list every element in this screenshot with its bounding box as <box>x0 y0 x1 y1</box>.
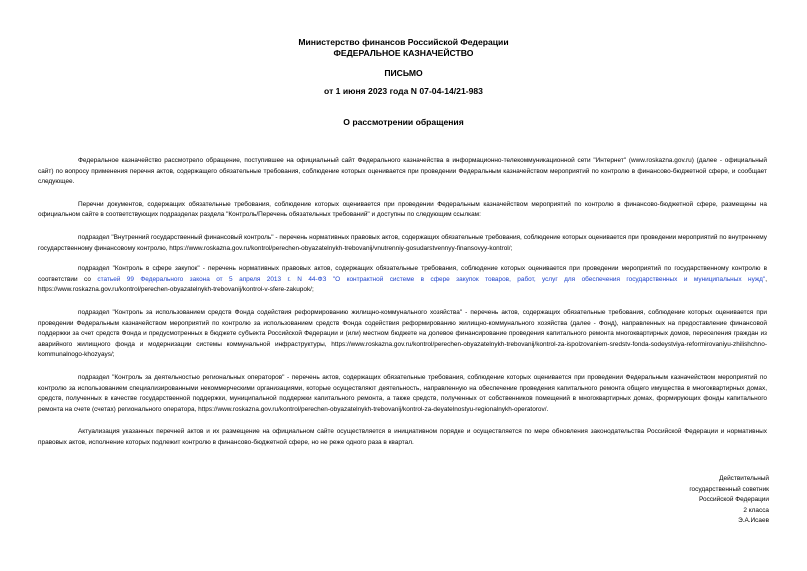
signature-title-4: 2 класса <box>743 506 769 514</box>
letter-header <box>0 37 807 58</box>
document-subject: О рассмотрении обращения <box>343 117 464 127</box>
signature-title-1: Действительный <box>719 475 769 482</box>
signature-block <box>689 474 769 527</box>
paragraph-intro: Федеральное казначейство рассмотрело обращение, поступившее на официальный сайт Федерального казначейства в информационно-телекоммуникационной сети "Интернет" (www.roskazna.gov.ru) (далее - официальный сайт) по вопросу применения перечня актов, содержащего обязательные требования, соблюдение которых оценивается при проведении Федеральным казначейством мероприятий по контролю в финансово-бюджетной сфере, и сообщает следующее. <box>38 157 767 186</box>
document-dateline: от 1 июня 2023 года N 07-04-14/21-983 <box>324 86 483 96</box>
document-type: ПИСЬМО <box>384 68 423 78</box>
procurement-url-text: , https://www.roskazna.gov.ru/kontrol/perechen-obyazatelnykh-trebovanij/kontrol-v-sfere-zakupok/; <box>38 275 768 294</box>
agency-name: ФЕДЕРАЛЬНОЕ КАЗНАЧЕЙСТВО <box>333 47 474 58</box>
signatory-name: Э.А.Исаев <box>738 517 769 525</box>
ministry-name: Министерство финансов Российской Федерации <box>298 37 509 47</box>
signature-title-3: Российской Федерации <box>698 496 769 504</box>
procurement-text: подраздел "Контроль в сфере закупок" - перечень нормативных правовых актов, содержащих обязательные требования, соблюдение которых оценивается при проведении мероприятий по государственному контролю в соответствии со <box>38 265 767 283</box>
paragraph-housing-fund: подраздел "Контроль за использованием средств Фонда содействия реформированию жилищно-коммунального хозяйства" - перечень актов, содержащих обязательные требования, соблюдение которых оценивается при проведении Федеральным казначейством мероприятий по контролю за использованием средств Фонда содействия реформированию жилищно-коммунального хозяйства (далее - Фонд), направленных на предоставление финансовой поддержки за счет средств Фонда и предусмотренных в бюджете субъекта Российской Федерации и (или) местном бюджете на долевое финансирование проведения капитального ремонта многоквартирных домов, переселения граждан из аварийного жилищного фонда и модернизации системы коммунальной инфраструктуры, https://www.roskazna.gov.ru/kontrol/perechen-obyazatelnykh-trebovanij/kontrol-za-ispolzovaniem-sredstv-fonda-sodeystviya-reformirovaniyu-zhilishchno-kommunalnogo-khozyays/; <box>38 308 767 359</box>
letter-body <box>38 156 767 460</box>
signature-title-2: государственный советник <box>689 485 769 493</box>
paragraph-procurement-control <box>38 264 767 296</box>
paragraph-internal-control: подраздел "Внутренний государственный финансовый контроль" - перечень нормативных правовых актов, содержащих обязательные требования, соблюдение которых оценивается при проведении мероприятий по внутреннему государственному финансовому контролю, https://www.roskazna.gov.ru/kontrol/perechen-obyazatelnykh-trebovanij/vnutrenniy-gosudarstvennyy-finansovyy-kontrol/; <box>38 233 767 252</box>
law-44fz-link[interactable]: статьей 99 Федерального закона от 5 апреля 2013 г. N 44-ФЗ "О контрактной системе в сфере закупок товаров, работ, услуг для обеспечения государственных и муниципальных нужд" <box>97 275 766 283</box>
paragraph-regional-operators: подраздел "Контроль за деятельностью региональных операторов" - перечень актов, содержащих обязательные требования, соблюдение которых оценивается при проведении Федеральным казначейством мероприятий по контролю за использованием специализированными некоммерческими организациями, которые осуществляют деятельность, направленную на обеспечение проведения капитального ремонта общего имущества в многоквартирных домах, средств, полученных в качестве государственной поддержки, муниципальной поддержки капитального ремонта, а также средств, полученных от собственников помещений в многоквартирных домах, формирующих фонды капитального ремонта на счете (счетах) регионального оператора, https://www.roskazna.gov.ru/kontrol/perechen-obyazatelnykh-trebovanij/kontrol-za-deyatelnostyu-regionalnykh-operatorov/. <box>38 373 767 413</box>
paragraph-lists: Перечни документов, содержащих обязательные требования, соблюдение которых оценивается при проведении Федеральным казначейством мероприятий по контролю в финансово-бюджетной сфере, размещены на официальном сайте в соответствующих подразделах раздела "Контроль/Перечень обязательных требований" и доступны по следующим ссылкам: <box>38 200 767 219</box>
paragraph-updates: Актуализация указанных перечней актов и их размещение на официальном сайте осуществляется в инициативном порядке и осуществляется по мере обновления законодательства Российской Федерации и нормативных правовых актов, исполнение которых подлежит контролю в финансово-бюджетной сфере, но не реже одного раза в квартал. <box>38 428 767 446</box>
